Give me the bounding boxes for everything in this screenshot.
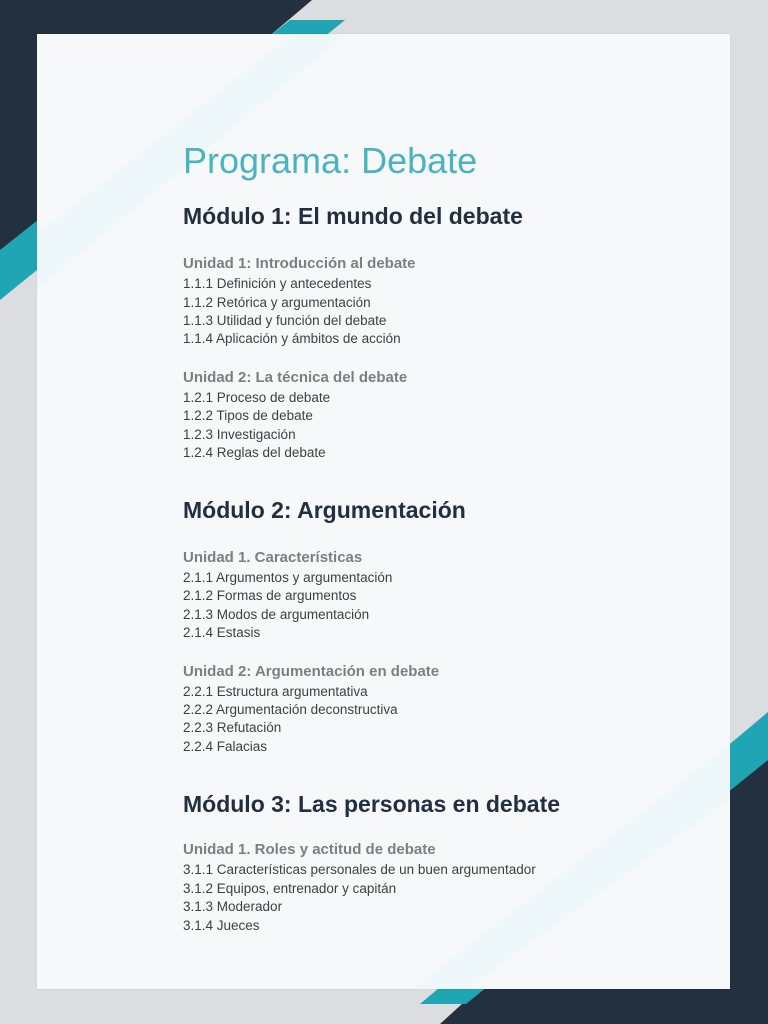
list-item: 3.1.3 Moderador — [183, 899, 283, 914]
module-3-unit-1-title: Unidad 1. Roles y actitud de debate — [183, 841, 436, 858]
module-3-title: Módulo 3: Las personas en debate — [183, 791, 561, 817]
list-item: 1.2.1 Proceso de debate — [183, 390, 331, 405]
module-2-unit-1-title: Unidad 1. Características — [183, 549, 363, 566]
module-2-unit-2-title: Unidad 2: Argumentación en debate — [183, 663, 440, 680]
list-item: 2.2.2 Argumentación deconstructiva — [183, 702, 398, 717]
list-item: 1.2.4 Reglas del debate — [183, 445, 326, 460]
list-item: 3.1.2 Equipos, entrenador y capitán — [183, 881, 397, 896]
list-item: 2.2.1 Estructura argumentativa — [183, 684, 368, 699]
list-item: 1.1.3 Utilidad y función del debate — [183, 313, 387, 328]
module-1-title: Módulo 1: El mundo del debate — [183, 203, 523, 229]
list-item: 1.2.2 Tipos de debate — [183, 408, 313, 423]
list-item: 1.2.3 Investigación — [183, 427, 296, 442]
list-item: 1.1.1 Definición y antecedentes — [183, 276, 372, 291]
module-2-title: Módulo 2: Argumentación — [183, 497, 466, 523]
list-item: 1.1.2 Retórica y argumentación — [183, 295, 371, 310]
module-1-unit-2-title: Unidad 2: La técnica del debate — [183, 369, 408, 386]
list-item: 2.1.1 Argumentos y argumentación — [183, 570, 393, 585]
list-item: 2.1.3 Modos de argumentación — [183, 607, 370, 622]
document-title: Programa: Debate — [183, 140, 478, 181]
module-1-unit-1-title: Unidad 1: Introducción al debate — [183, 255, 416, 272]
list-item: 2.2.3 Refutación — [183, 720, 282, 735]
list-item: 1.1.4 Aplicación y ámbitos de acción — [183, 331, 401, 346]
list-item: 3.1.4 Jueces — [183, 918, 260, 933]
list-item: 2.1.2 Formas de argumentos — [183, 588, 357, 603]
list-item: 2.2.4 Falacias — [183, 739, 268, 754]
list-item: 2.1.4 Estasis — [183, 625, 261, 640]
document-sheet — [37, 34, 730, 989]
list-item: 3.1.1 Características personales de un buen argumentador — [183, 862, 536, 877]
